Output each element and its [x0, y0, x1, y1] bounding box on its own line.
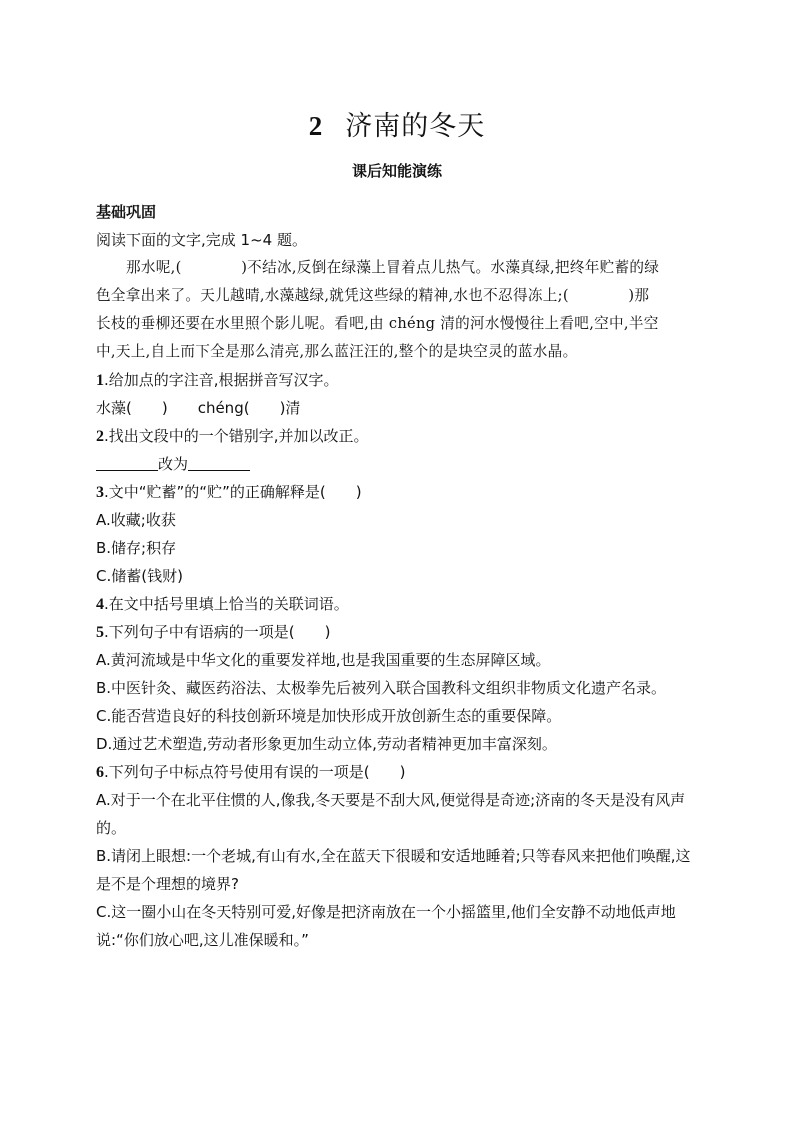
- question-1-answer-line: 水藻( ) chéng( )清: [96, 399, 301, 417]
- option-a: A.黄河流域是中华文化的重要发祥地,也是我国重要的生态屏障区域。: [96, 651, 551, 669]
- question-number: 6: [96, 764, 104, 781]
- question-number: 4: [96, 596, 104, 613]
- question-3: [96, 478, 700, 506]
- passage-line: 中,天上,自上而下全是那么清亮,那么蓝汪汪的,整个的是块空灵的蓝水晶。: [96, 343, 578, 360]
- question-1: [96, 366, 700, 394]
- page-subtitle: 课后知能演练: [351, 162, 442, 180]
- question-text: .下列句子中有语病的一项是( ): [104, 623, 331, 641]
- option-d: D.通过艺术塑造,劳动者形象更加生动立体,劳动者精神更加丰富深刻。: [96, 735, 557, 753]
- question-2: [96, 422, 700, 450]
- lesson-number: 2: [308, 111, 324, 141]
- question-text: .给加点的字注音,根据拼音写汉字。: [104, 371, 339, 389]
- option-b: B.储存;积存: [96, 539, 177, 557]
- passage-line: 那水呢,( )不结冰,反倒在绿藻上冒着点儿热气。水藻真绿,把终年贮蓄的绿: [126, 259, 660, 276]
- option-b: B.中医针灸、藏医药浴法、太极拳先后被列入联合国教科文组织非物质文化遗产名录。: [96, 679, 667, 697]
- option-b: B.请闭上眼想:一个老城,有山有水,全在蓝天下很暖和安适地睡着;只等春风来把他们唤醒,这是不是个理想的境界?: [96, 847, 691, 893]
- question-text: .找出文段中的一个错别字,并加以改正。: [104, 427, 369, 445]
- answer-blank[interactable]: [188, 454, 250, 471]
- option-a: A.收藏;收获: [96, 511, 176, 529]
- option-c: C.这一圈小山在冬天特别可爱,好像是把济南放在一个小摇篮里,他们全安静不动地低声地说:“你们放心吧,这儿准保暖和。”: [96, 903, 676, 949]
- question-text: .在文中括号里填上恰当的关联词语。: [104, 595, 349, 613]
- question-number: 1: [96, 372, 104, 389]
- section-heading: 基础巩固: [96, 203, 157, 221]
- question-2-answer-line: [96, 450, 700, 478]
- question-4: [96, 590, 700, 618]
- answer-blank[interactable]: [96, 454, 158, 471]
- page-title: [0, 104, 794, 143]
- passage-line: 长枝的垂柳还要在水里照个影儿呢。看吧,由 chéng 清的河水慢慢往上看吧,空中,半空: [96, 315, 659, 332]
- question-number: 2: [96, 428, 104, 445]
- lesson-title: 济南的冬天: [345, 111, 486, 142]
- question-number: 5: [96, 624, 104, 641]
- question-text: .下列句子中标点符号使用有误的一项是( ): [104, 763, 406, 781]
- question-number: 3: [96, 484, 104, 501]
- passage-line: 色全拿出来了。天儿越晴,水藻越绿,就凭这些绿的精神,水也不忍得冻上;( )那: [96, 287, 650, 304]
- reading-instruction: 阅读下面的文字,完成 1~4 题。: [96, 231, 307, 249]
- option-a: A.对于一个在北平住惯的人,像我,冬天要是不刮大风,便觉得是奇迹;济南的冬天是没有风声的。: [96, 791, 686, 837]
- option-c: C.储蓄(钱财): [96, 567, 183, 585]
- answer-connector: 改为: [158, 455, 189, 473]
- question-text: .文中“贮蓄”的“贮”的正确解释是( ): [104, 483, 362, 501]
- question-6: [96, 758, 700, 786]
- question-5: [96, 618, 700, 646]
- exercise-content: [96, 198, 700, 954]
- reading-passage: [96, 254, 700, 366]
- option-c: C.能否营造良好的科技创新环境是加快形成开放创新生态的重要保障。: [96, 707, 562, 725]
